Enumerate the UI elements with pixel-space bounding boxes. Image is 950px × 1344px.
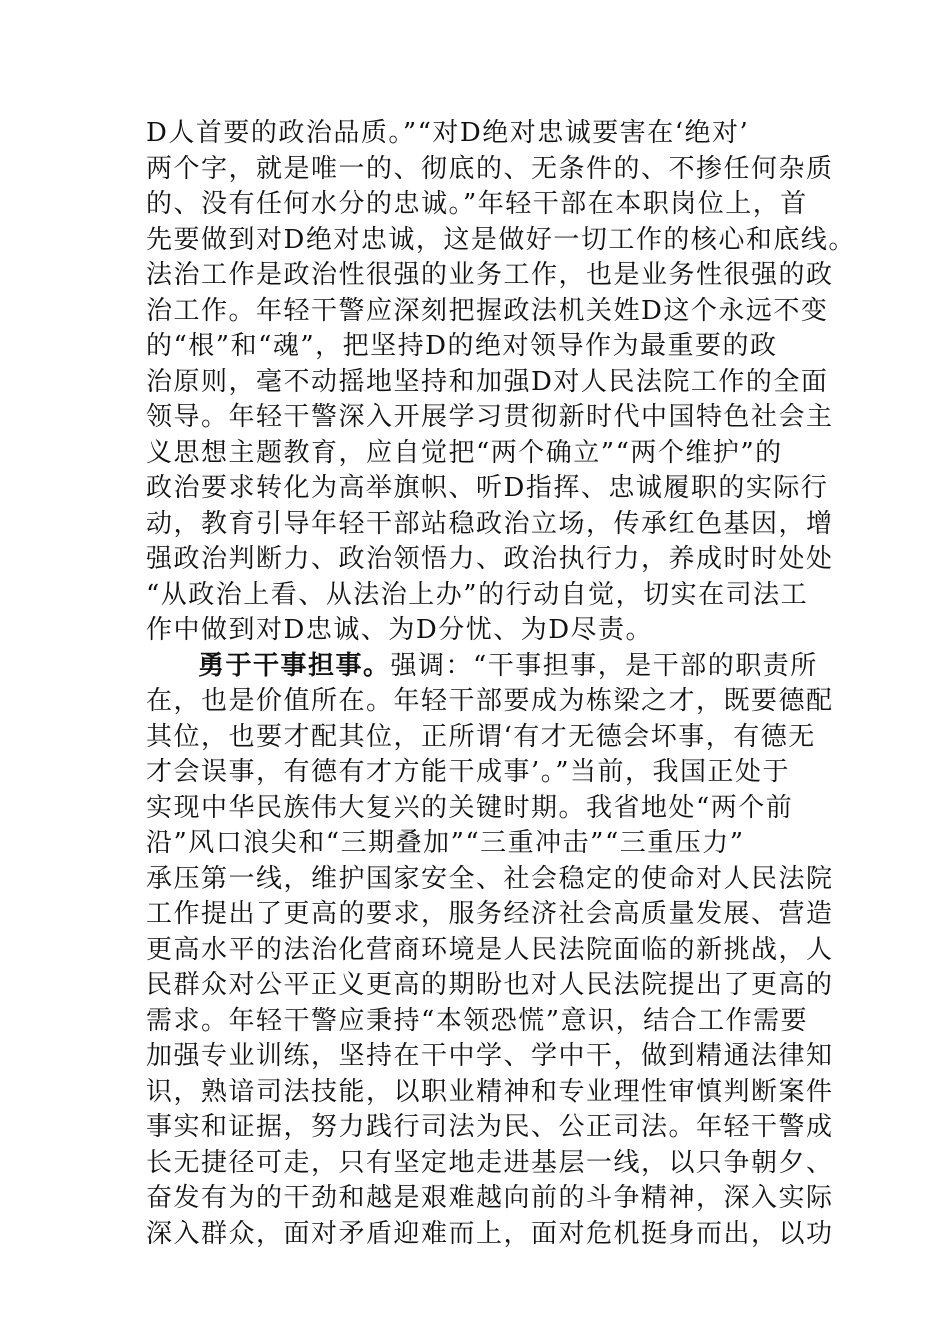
text-line: 才会误事，有德有才方能干成事’。”当前，我国正处于	[146, 757, 791, 787]
text-line: 更高水平的法治化营商环境是人民法院面临的新挑战，人	[146, 934, 834, 965]
text-line: 治原则，毫不动摇地坚持和加强D对人民法院工作的全面	[146, 366, 829, 397]
heading-line-text: 强调：“干事担事，是干部的职责所	[390, 650, 818, 681]
text-line: 深入群众，面对矛盾迎难而上，面对危机挺身而出，以功	[146, 1218, 834, 1249]
text-line: 实现中华民族伟大复兴的关键时期。我省地处“两个前	[146, 792, 794, 823]
body-text	[146, 116, 856, 1252]
text-line: 在，也是价值所在。年轻干部要成为栋梁之才，既要德配	[146, 686, 834, 716]
text-line: 长无捷径可走，只有坚定地走进基层一线，以只争朝夕、	[146, 1147, 834, 1178]
text-line: 治工作。年轻干警应深刻把握政法机关姓D这个永远不变	[146, 295, 829, 326]
text-line: 沿”风口浪尖和“三期叠加”“三重冲击”“三重压力”	[146, 828, 745, 858]
text-line: 两个字，就是唯一的、彻底的、无条件的、不掺任何杂质	[146, 153, 834, 184]
text-line: 民群众对公平正义更高的期盼也对人民法院提出了更高的	[146, 970, 834, 1000]
text-line: 的“根”和“魂”，把坚持D的绝对领导作为最重要的政	[146, 331, 778, 361]
text-line: 工作提出了更高的要求，服务经济社会高质量发展、营造	[146, 899, 834, 929]
text-line: 的、没有任何水分的忠诚。”年轻干部在本职岗位上，首	[146, 189, 808, 219]
text-line: 法治工作是政治性很强的业务工作，也是业务性很强的政	[146, 260, 834, 290]
text-line: 领导。年轻干警深入开展学习贯彻新时代中国特色社会主	[146, 402, 834, 432]
text-line: 动，教育引导年轻干部站稳政治立场，传承红色基因，增	[146, 508, 834, 539]
text-line: 事实和证据，努力践行司法为民、公正司法。年轻干警成	[146, 1112, 834, 1142]
text-line: 需求。年轻干警应秉持“本领恐慌”意识，结合工作需要	[146, 1005, 809, 1036]
text-line: “从政治上看、从法治上办”的行动自觉，切实在司法工	[146, 579, 809, 610]
text-line: 强政治判断力、政治领悟力、政治执行力，养成时时处处	[146, 544, 834, 574]
text-line: 作中做到对D忠诚、为D分忧、为D尽责。	[146, 615, 654, 645]
text-line: 识，熟谙司法技能，以职业精神和专业理性审慎判断案件	[146, 1076, 834, 1107]
text-line: 先要做到对D绝对忠诚，这是做好一切工作的核心和底线。	[146, 224, 856, 255]
text-line: D人首要的政治品质。”“对D绝对忠诚要害在‘绝对’	[146, 118, 750, 148]
paragraph-political-loyalty	[146, 116, 856, 649]
text-line: 其位，也要才配其位，正所谓‘有才无德会坏事，有德无	[146, 721, 816, 752]
text-line: 政治要求转化为高举旗帜、听D指挥、忠诚履职的实际行	[146, 473, 829, 503]
text-line: 加强专业训练，坚持在干中学、学中干，做到精通法律知	[146, 1041, 834, 1071]
text-line: 承压第一线，维护国家安全、社会稳定的使命对人民法院	[146, 863, 834, 894]
paragraph-dare-to-act	[146, 649, 834, 1253]
paragraph-first-line	[146, 649, 816, 685]
text-line: 奋发有为的干劲和越是艰难越向前的斗争精神，深入实际	[146, 1183, 834, 1213]
paragraph-heading: 勇于干事担事。	[198, 650, 391, 681]
text-line: 义思想主题教育，应自觉把“两个确立”“两个维护”的	[146, 437, 783, 468]
